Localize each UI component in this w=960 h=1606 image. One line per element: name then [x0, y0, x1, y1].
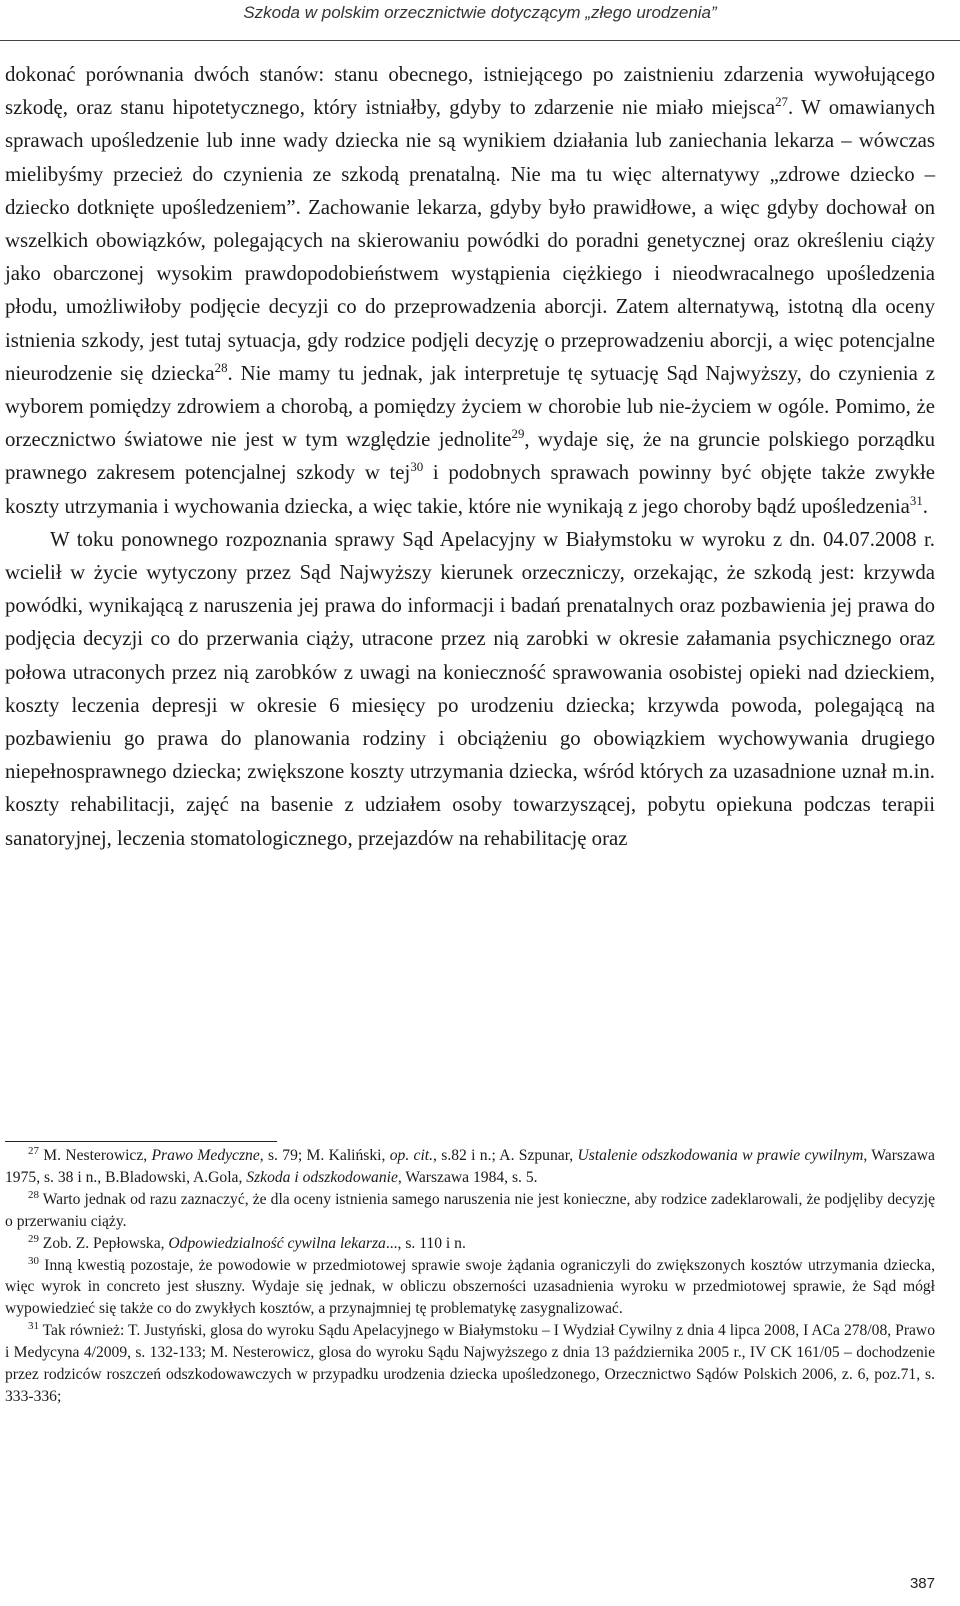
italic-title: op. cit.: [389, 1147, 434, 1164]
text-run: Zob. Z. Pepłowska,: [38, 1234, 169, 1252]
text-run: Warszawa 1984, s. 5.: [401, 1168, 538, 1186]
text-run: ..., s. 110 i n.: [385, 1234, 466, 1252]
italic-title: Ustalenie odszkodowania w prawie cywilnym: [577, 1147, 864, 1164]
footnote-29: [5, 1233, 935, 1255]
text-run: Warto jednak od razu zaznaczyć, że dla oceny istnienia samego naruszenia nie jest konieczne, aby rodzice zadeklarowali, że podjęliby decyzję o przerwaniu ciąży.: [5, 1190, 935, 1230]
footnotes: [5, 1145, 935, 1408]
text-run: . Nie mamy tu jednak, jak interpretuje tę sytuację Sąd Najwyższy, do czynienia z wyborem pomiędzy zdrowiem a chorobą, a pomiędzy życiem w chorobie lub nie-życiem w ogóle. Pomimo, że orzecznictwo światowe nie jest w tym względzie jednolite: [5, 361, 935, 452]
footnote-number: 30: [28, 1254, 39, 1267]
footnote-31: [5, 1320, 935, 1408]
footnote-ref-31[interactable]: 31: [909, 493, 923, 508]
text-run: , s. 79; M. Kaliński,: [259, 1147, 390, 1164]
running-header: Szkoda w polskim orzecznictwie dotyczącym „złego urodzenia”: [243, 3, 717, 22]
footnote-separator: [5, 1141, 277, 1142]
footnote-ref-27[interactable]: 27: [775, 95, 788, 110]
text-run: , wydaje się, że na gruncie polskiego porządku prawnego zakresem potencjalnej szkody w tej: [5, 428, 936, 485]
footnote-27: [5, 1145, 935, 1189]
text-run: i podobnych sprawach powinny być objęte także zwykłe koszty utrzymania i wychowania dziecka, a więc takie, które nie wynikają z jego choroby bądź upośledzenia: [5, 461, 935, 518]
text-run: M. Nesterowicz,: [38, 1147, 152, 1164]
footnote-30: [5, 1255, 935, 1321]
text-run: , Warszawa 1975, s. 38 i n., B.Bladowski, A.Gola,: [5, 1147, 935, 1186]
text-run: , s.82 i n.; A. Szpunar,: [433, 1147, 578, 1164]
footnote-28: [5, 1189, 935, 1233]
footnote-ref-29[interactable]: 29: [511, 427, 525, 442]
header-rule: [0, 40, 960, 41]
footnote-ref-30[interactable]: 30: [410, 460, 424, 475]
footnote-number: 29: [28, 1232, 39, 1245]
italic-title: Odpowiedzialność cywilna lekarza: [168, 1234, 386, 1252]
text-run: Inną kwestią pozostaje, że powodowie w przedmiotowej sprawie swoje żądania ograniczyli do zwiększonych kosztów utrzymania dziecka, więc wyrok in concreto jest słuszny. Wydaje się jednak, w obliczu obszerności uzasadnienia wyroku w przedmiotowej sprawie, że Sąd mógł wypowiedzieć się także co do zwykłych kosztów, a przynajmniej tę problematykę zasygnalizować.: [5, 1256, 935, 1318]
text-run: . W omawianych sprawach upośledzenie lub inne wady dziecka nie są wynikiem działania lub zaniechania lekarza – wówczas mielibyśmy przecież do czynienia ze szkodą prenatalną. Nie ma tu więc alternatywy „zdrowe dziecko – dziecko dotknięte upośledzeniem”. Zachowanie lekarza, gdyby było prawidłowe, a więc gdyby dochował on wszelkich obowiązków, polegających na skierowaniu powódki do poradni genetycznej oraz określeniu ciąży jako obarczonej wysokim prawdopodobieństwem wystąpienia ciężkiego i nieodwracalnego upośledzenia płodu, umożliwiłoby podjęcie decyzji co do przeprowadzenia aborcji. Zatem alternatywą, istotną dla oceny istnienia szkody, jest tutaj sytuacja, gdy rodzice podjęli decyzję o przeprowadzeniu aborcji, a więc potencjalne nieurodzenie się dziecka: [5, 96, 935, 385]
text-run: dokonać porównania dwóch stanów: stanu obecnego, istniejącego po zaistnieniu zdarzenia wywołującego szkodę, oraz stanu hipotetycznego, który istniałby, gdyby to zdarzenie nie miało miejsca: [5, 63, 935, 120]
page-number: 387: [909, 1575, 935, 1592]
italic-title: Prawo Medyczne: [151, 1147, 260, 1164]
paragraph-1: [5, 58, 935, 523]
footnote-number: 28: [28, 1188, 39, 1201]
footnote-number: 27: [28, 1144, 39, 1157]
footnote-number: 31: [28, 1320, 39, 1333]
italic-title: Szkoda i odszkodowanie,: [246, 1168, 402, 1186]
text-run: .: [922, 494, 928, 518]
main-text: [5, 58, 935, 855]
text-run: Tak również: T. Justyński, glosa do wyroku Sądu Apelacyjnego w Białymstoku – I Wydział Cywilny z dnia 4 lipca 2008, I ACa 278/08, Prawo i Medycyna 4/2009, s. 132-133; M. Nesterowicz, glosa do wyroku Sądu Najwyższego z dnia 13 października 2005 r., IV CK 161/05 – dochodzenie przez rodziców roszczeń odszkodowawczych w przypadku urodzenia dziecka upośledzonego, Orzecznictwo Sądów Polskich 2006, z. 6, poz.71, s. 333-336;: [5, 1322, 935, 1405]
paragraph-2: W toku ponownego rozpoznania sprawy Sąd Apelacyjny w Białymstoku w wyroku z dn. 04.07.2008 r. wcielił w życie wytyczony przez Sąd Najwyższy kierunek orzeczniczy, orzekając, że szkodą jest: krzywda powódki, wynikającą z naruszenia jej prawa do informacji i badań prenatalnych oraz pozbawienia jej prawa do podjęcia decyzji co do przerwania ciąży, utracone przez nią zarobki w okresie załamania psychicznego oraz połowa utraconych przez nią zarobków z uwagi na konieczność sprawowania osobistej opieki nad dzieckiem, koszty leczenia depresji w okresie 6 miesięcy po urodzeniu dziecka; krzywda powoda, polegającą na pozbawieniu go prawa do planowania rodziny i obciążeniu go obowiązkiem wychowywania drugiego niepełnosprawnego dziecka; zwiększone koszty utrzymania dziecka, wśród których za uzasadnione uznał m.in. koszty rehabilitacji, zajęć na basenie z udziałem osoby towarzyszącej, pobytu opiekuna podczas terapii sanatoryjnej, leczenia stomatologicznego, przejazdów na rehabilitację oraz: [5, 527, 935, 850]
footnote-ref-28[interactable]: 28: [214, 360, 228, 375]
